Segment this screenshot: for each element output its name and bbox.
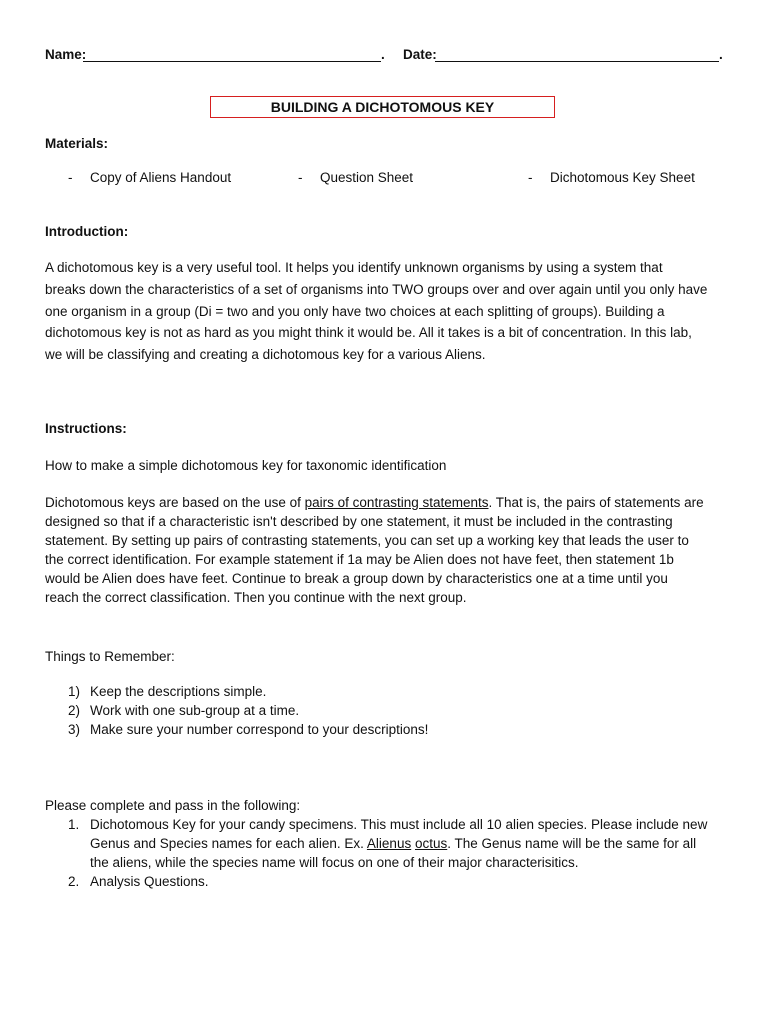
- paragraph-line: dichotomous key is not as hard as you might think it would be. All it takes is a bit of concentration. In this lab,: [45, 325, 692, 341]
- list-item: [45, 872, 735, 891]
- paragraph-text: . That is, the pairs of statements are: [488, 495, 704, 510]
- introduction-paragraph: [45, 257, 725, 366]
- materials-heading: Materials:: [45, 136, 109, 151]
- list-text: [90, 872, 735, 891]
- name-line[interactable]: [83, 61, 381, 62]
- material-item: Question Sheet: [320, 170, 414, 185]
- list-text: Make sure your number correspond to your descriptions!: [90, 722, 429, 737]
- paragraph-line: one organism in a group (Di = two and you only have two choices at each splitting of groups). Building a: [45, 303, 665, 319]
- materials-dash: -: [528, 170, 533, 185]
- list-text-line: Dichotomous Key for your candy specimens. This must include all 10 alien species. Please include new: [90, 817, 708, 832]
- list-text-line: [90, 834, 735, 853]
- paragraph-line: reach the correct classification. Then you continue with the next group.: [45, 589, 467, 605]
- list-text: Keep the descriptions simple.: [90, 684, 267, 699]
- remember-list: [45, 682, 735, 739]
- instructions-paragraph: [45, 494, 725, 607]
- introduction-heading: Introduction:: [45, 224, 129, 239]
- instructions-subheading: How to make a simple dichotomous key for taxonomic identification: [45, 458, 447, 473]
- material-item: Dichotomous Key Sheet: [550, 170, 695, 185]
- paragraph-line: statement. By setting up pairs of contrasting statements, you can set up a working key that leads the user to: [45, 532, 689, 548]
- paragraph-line: we will be classifying and creating a dichotomous key for a various Aliens.: [45, 347, 486, 363]
- list-text: Work with one sub-group at a time.: [90, 703, 300, 718]
- list-number: 2.: [68, 874, 80, 889]
- list-item: [45, 720, 735, 739]
- date-line-end: .: [719, 47, 723, 62]
- list-number: 3): [68, 722, 81, 737]
- list-item: [45, 682, 735, 701]
- list-number: 1): [68, 684, 81, 699]
- list-text-part: Genus and Species names for each alien. Ex.: [90, 836, 367, 851]
- materials-dash: -: [298, 170, 303, 185]
- list-text: [90, 815, 735, 872]
- paragraph-line: [45, 494, 725, 513]
- paragraph-line: A dichotomous key is a very useful tool. It helps you identify unknown organisms by using a system that: [45, 260, 663, 275]
- date-line[interactable]: [435, 61, 719, 62]
- date-label: Date:: [403, 47, 437, 62]
- genus-example: Alienus: [366, 836, 412, 851]
- paragraph-line: designed so that if a characteristic isn't described by one statement, it must be included in the contrasting: [45, 513, 673, 529]
- list-text-line: the aliens, while the species name will focus on one of their major characterisitics.: [90, 855, 579, 870]
- complete-list: [45, 815, 735, 891]
- paragraph-text: Dichotomous keys are based on the use of: [45, 495, 305, 510]
- list-item: [45, 701, 735, 720]
- name-line-end: .: [381, 47, 385, 62]
- page-title-box: [210, 96, 555, 118]
- page-title: BUILDING A DICHOTOMOUS KEY: [270, 99, 495, 115]
- name-label: Name:: [45, 47, 87, 62]
- materials-dash: -: [68, 170, 73, 185]
- instructions-heading: Instructions:: [45, 421, 127, 436]
- species-example: octus: [414, 836, 448, 851]
- complete-heading: Please complete and pass in the following:: [45, 798, 301, 813]
- list-number: 2): [68, 703, 81, 718]
- paragraph-line: breaks down the characteristics of a set of organisms into TWO groups over and over again until you only have: [45, 281, 708, 297]
- list-item: [45, 815, 735, 872]
- list-text-line: Analysis Questions.: [90, 874, 209, 889]
- paragraph-line: the correct identification. For example statement if 1a may be Alien does not have feet, then statement 1b: [45, 551, 674, 567]
- paragraph-line: would be Alien does have feet. Continue to break a group down by characteristics one at a time until you: [45, 570, 668, 586]
- list-number: 1.: [68, 817, 80, 832]
- list-text-part: . The Genus name will be the same for all: [447, 836, 697, 851]
- underlined-phrase: pairs of contrasting statements: [304, 495, 489, 510]
- remember-heading: Things to Remember:: [45, 649, 175, 664]
- material-item: Copy of Aliens Handout: [90, 170, 232, 185]
